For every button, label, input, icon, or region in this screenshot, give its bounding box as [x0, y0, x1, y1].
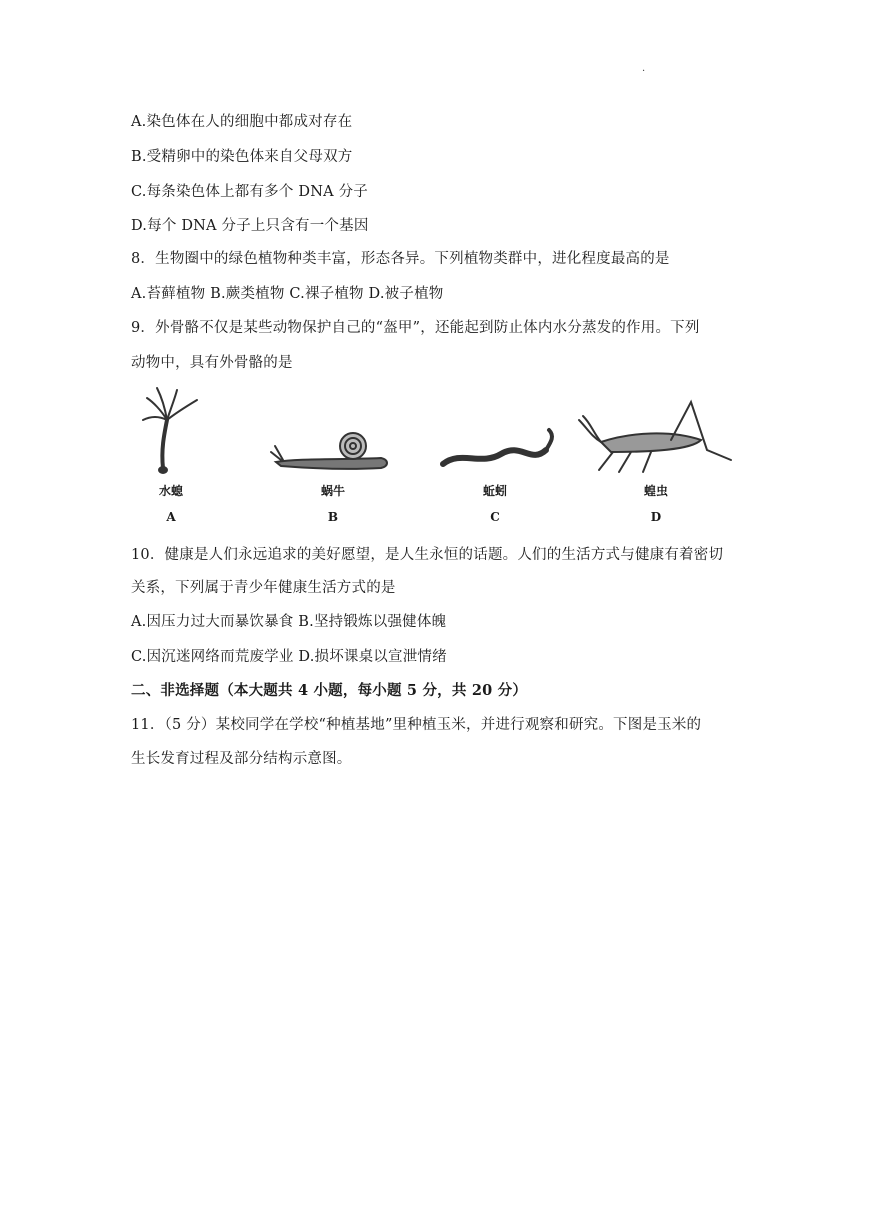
q8-options: A.苔藓植物 B.蕨类植物 C.裸子植物 D.被子植物 [131, 286, 444, 302]
animal-name-a: 水螅 [158, 484, 183, 498]
animal-letter-b: B [327, 510, 339, 524]
animal-letter-a: A [166, 510, 176, 524]
q9-stem-line2: 动物中，具有外骨骼的是 [131, 355, 293, 371]
q10-stem-line1: 10．健康是人们永远追求的美好愿望，是人生永恒的话题。人们的生活方式与健康有着密切 [131, 547, 724, 563]
q10-options-line1: A.因压力过大而暴饮暴食 B.坚持锻炼以强健体魄 [131, 614, 447, 630]
q7-option-a: A.染色体在人的细胞中都成对存在 [131, 114, 353, 130]
q11-stem-line2: 生长发育过程及部分结构示意图。 [131, 751, 352, 767]
animal-name-c: 蚯蚓 [482, 484, 507, 498]
q9-stem-line1: 9．外骨骼不仅是某些动物保护自己的“盔甲”，还能起到防止体内水分蒸发的作用。下列 [131, 320, 700, 336]
animal-name-b: 蜗牛 [320, 484, 345, 498]
animal-letter-d: D [650, 510, 662, 524]
animal-name-d: 蝗虫 [643, 484, 668, 498]
locust-icon [579, 402, 731, 472]
q8-stem: 8．生物圈中的绿色植物种类丰富，形态各异。下列植物类群中，进化程度最高的是 [131, 251, 670, 267]
q10-stem-line2: 关系，下列属于青少年健康生活方式的是 [131, 580, 396, 596]
q7-option-c: C.每条染色体上都有多个 DNA 分子 [131, 184, 368, 200]
section2-heading: 二、非选择题（本大题共 4 小题，每小题 5 分，共 20 分） [131, 682, 528, 699]
q11-stem-line1: 11．（5 分）某校同学在学校“种植基地”里种植玉米，并进行观察和研究。下图是玉米的 [131, 717, 702, 733]
q10-options-line2: C.因沉迷网络而荒废学业 D.损坏课桌以宣泄情绪 [131, 649, 447, 665]
animal-letter-c: C [490, 510, 500, 524]
page-marker: · [642, 66, 646, 77]
q7-option-d: D.每个 DNA 分子上只含有一个基因 [131, 218, 369, 234]
animal-drawings [131, 380, 741, 530]
q9-animal-figure [131, 380, 741, 530]
earthworm-icon [443, 430, 552, 464]
snail-icon [271, 433, 387, 469]
hydra-icon [143, 388, 197, 473]
q7-option-b: B.受精卵中的染色体来自父母双方 [131, 149, 353, 165]
